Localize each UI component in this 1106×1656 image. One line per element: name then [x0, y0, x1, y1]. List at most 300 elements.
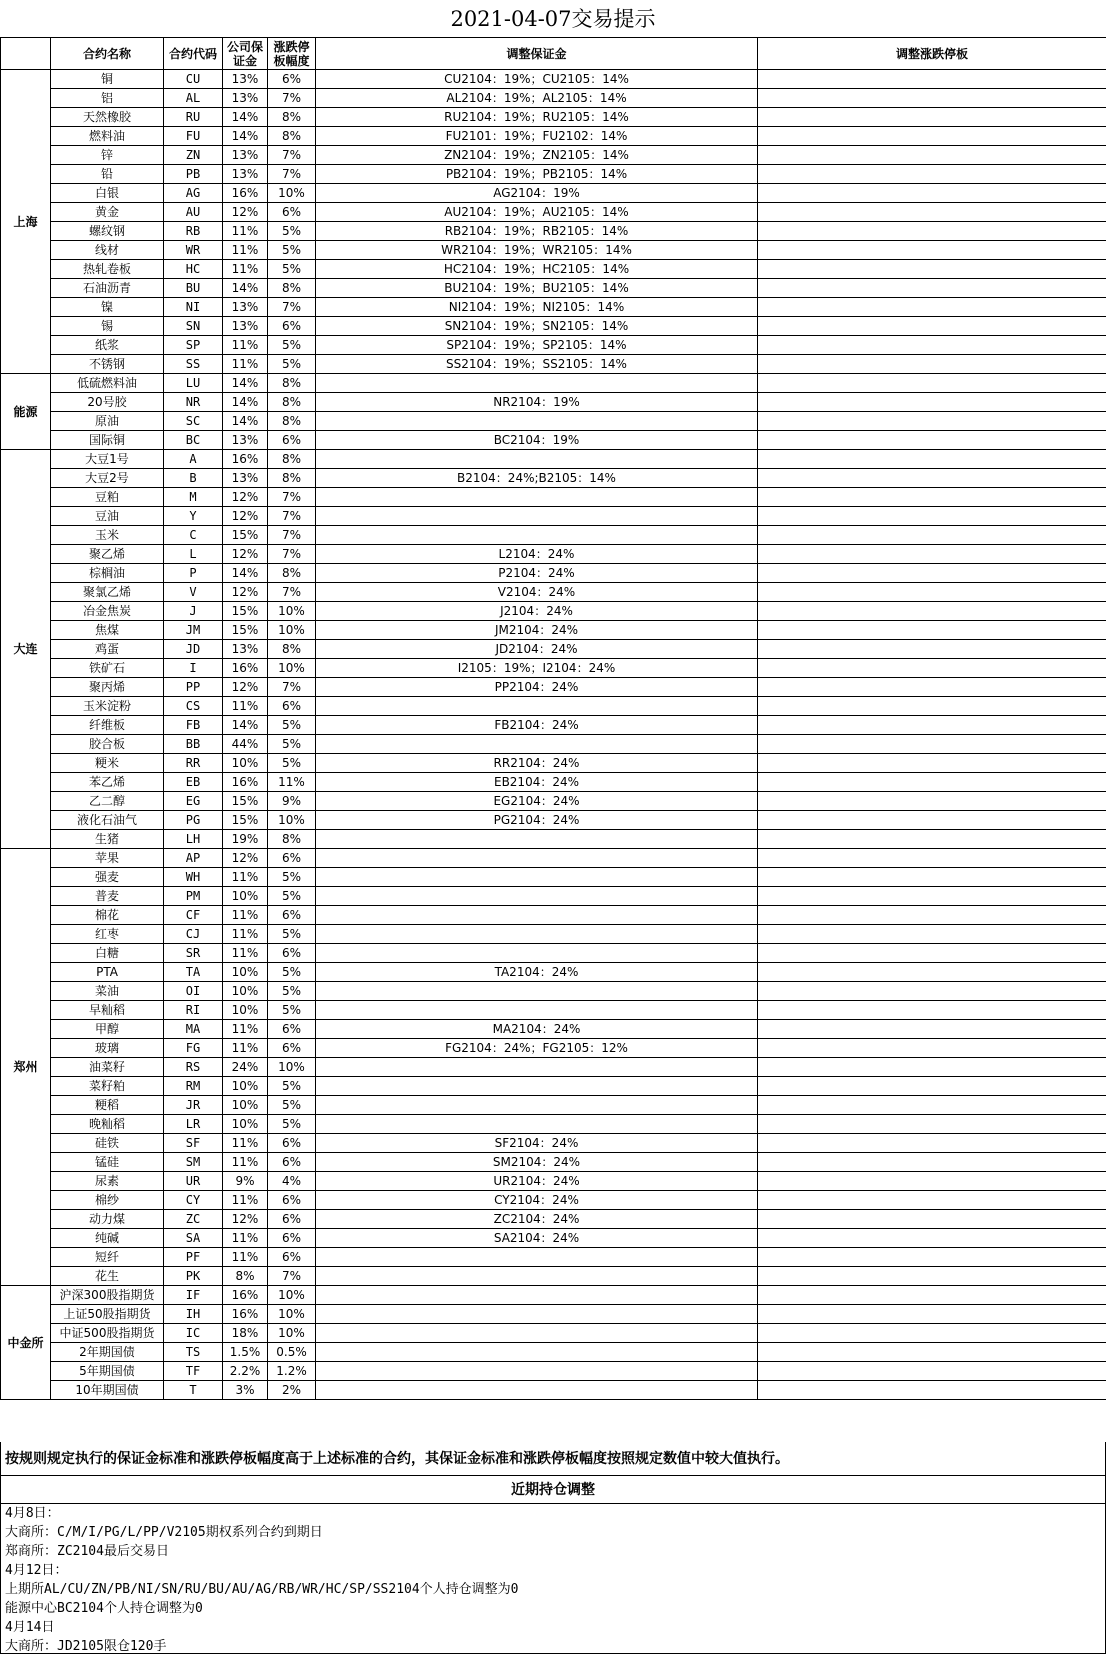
- table-row: [1, 374, 1106, 393]
- adjust-limit-cell: [758, 488, 1106, 507]
- margin-cell: 13%: [223, 317, 268, 336]
- margin-cell: 13%: [223, 146, 268, 165]
- contract-code-cell: SS: [164, 355, 223, 374]
- table-row: [1, 1248, 1106, 1267]
- contract-code-cell: LU: [164, 374, 223, 393]
- contract-name-cell: 石油沥青: [51, 279, 164, 298]
- adjust-limit-cell: [758, 545, 1106, 564]
- margin-cell: 14%: [223, 716, 268, 735]
- contract-name-cell: 菜籽粕: [51, 1077, 164, 1096]
- adjust-limit-cell: [758, 1172, 1106, 1191]
- limit-cell: 7%: [268, 507, 316, 526]
- adjust-limit-cell: [758, 1134, 1106, 1153]
- adjust-margin-cell: [316, 1248, 758, 1267]
- table-row: [1, 146, 1106, 165]
- contract-name-cell: 短纤: [51, 1248, 164, 1267]
- adjust-margin-cell: L2104：24%: [316, 545, 758, 564]
- adjust-margin-cell: [316, 1324, 758, 1343]
- limit-cell: 5%: [268, 887, 316, 906]
- adjust-limit-cell: [758, 1267, 1106, 1286]
- adjust-limit-cell: [758, 1096, 1106, 1115]
- limit-cell: 8%: [268, 279, 316, 298]
- margin-cell: 10%: [223, 1001, 268, 1020]
- contract-code-cell: JD: [164, 640, 223, 659]
- margin-cell: 13%: [223, 298, 268, 317]
- contract-name-cell: 原油: [51, 412, 164, 431]
- limit-cell: 5%: [268, 868, 316, 887]
- adjust-margin-cell: [316, 374, 758, 393]
- adjust-margin-cell: [316, 1001, 758, 1020]
- margin-cell: 18%: [223, 1324, 268, 1343]
- adjust-margin-cell: RR2104：24%: [316, 754, 758, 773]
- adjust-margin-cell: [316, 868, 758, 887]
- table-row: [1, 1001, 1106, 1020]
- position-line: 能源中心BC2104个人持仓调整为0: [5, 1599, 1105, 1618]
- limit-cell: 7%: [268, 1267, 316, 1286]
- limit-cell: 7%: [268, 488, 316, 507]
- margin-cell: 24%: [223, 1058, 268, 1077]
- limit-cell: 7%: [268, 89, 316, 108]
- table-row: [1, 811, 1106, 830]
- contract-name-cell: 铜: [51, 70, 164, 89]
- adjust-margin-cell: [316, 1362, 758, 1381]
- table-row: [1, 165, 1106, 184]
- margin-cell: 11%: [223, 1039, 268, 1058]
- adjust-limit-cell: [758, 1248, 1106, 1267]
- header-limit: 涨跌停板幅度: [268, 38, 316, 70]
- contract-code-cell: CJ: [164, 925, 223, 944]
- contract-code-cell: I: [164, 659, 223, 678]
- adjust-limit-cell: [758, 1381, 1106, 1400]
- contract-name-cell: 鸡蛋: [51, 640, 164, 659]
- limit-cell: 6%: [268, 1020, 316, 1039]
- adjust-limit-cell: [758, 1362, 1106, 1381]
- contract-code-cell: HC: [164, 260, 223, 279]
- limit-cell: 5%: [268, 241, 316, 260]
- margin-cell: 11%: [223, 355, 268, 374]
- limit-cell: 7%: [268, 678, 316, 697]
- contract-code-cell: UR: [164, 1172, 223, 1191]
- limit-cell: 6%: [268, 1229, 316, 1248]
- contract-name-cell: 玉米淀粉: [51, 697, 164, 716]
- contract-code-cell: WR: [164, 241, 223, 260]
- table-row: [1, 1039, 1106, 1058]
- adjust-limit-cell: [758, 393, 1106, 412]
- margin-cell: 9%: [223, 1172, 268, 1191]
- limit-cell: 5%: [268, 754, 316, 773]
- trading-table: [0, 37, 1106, 1400]
- contract-name-cell: 不锈钢: [51, 355, 164, 374]
- contract-name-cell: 棉纱: [51, 1191, 164, 1210]
- adjust-limit-cell: [758, 165, 1106, 184]
- table-row: [1, 754, 1106, 773]
- contract-name-cell: 锌: [51, 146, 164, 165]
- contract-code-cell: SM: [164, 1153, 223, 1172]
- limit-cell: 7%: [268, 146, 316, 165]
- table-row: [1, 279, 1106, 298]
- contract-name-cell: 玉米: [51, 526, 164, 545]
- adjust-limit-cell: [758, 1229, 1106, 1248]
- table-row: [1, 963, 1106, 982]
- table-row: [1, 336, 1106, 355]
- limit-cell: 8%: [268, 393, 316, 412]
- adjust-margin-cell: SM2104：24%: [316, 1153, 758, 1172]
- table-row: [1, 222, 1106, 241]
- margin-cell: 11%: [223, 1229, 268, 1248]
- contract-code-cell: BC: [164, 431, 223, 450]
- adjust-margin-cell: [316, 1115, 758, 1134]
- table-row: [1, 944, 1106, 963]
- margin-cell: 13%: [223, 469, 268, 488]
- contract-name-cell: 镍: [51, 298, 164, 317]
- contract-code-cell: OI: [164, 982, 223, 1001]
- adjust-limit-cell: [758, 431, 1106, 450]
- contract-name-cell: 动力煤: [51, 1210, 164, 1229]
- position-line: 4月12日：: [5, 1561, 1105, 1580]
- contract-name-cell: 纯碱: [51, 1229, 164, 1248]
- table-row: [1, 89, 1106, 108]
- adjust-limit-cell: [758, 1153, 1106, 1172]
- adjust-limit-cell: [758, 203, 1106, 222]
- contract-code-cell: FG: [164, 1039, 223, 1058]
- limit-cell: 7%: [268, 298, 316, 317]
- margin-cell: 11%: [223, 1134, 268, 1153]
- limit-cell: 6%: [268, 1039, 316, 1058]
- contract-code-cell: PK: [164, 1267, 223, 1286]
- table-row: [1, 773, 1106, 792]
- table-row: [1, 1381, 1106, 1400]
- adjust-margin-cell: [316, 1096, 758, 1115]
- adjust-limit-cell: [758, 469, 1106, 488]
- header-name: 合约名称: [51, 38, 164, 70]
- table-row: [1, 1077, 1106, 1096]
- contract-name-cell: 液化石油气: [51, 811, 164, 830]
- adjust-limit-cell: [758, 1077, 1106, 1096]
- margin-cell: 16%: [223, 184, 268, 203]
- table-row: [1, 108, 1106, 127]
- margin-cell: 12%: [223, 849, 268, 868]
- header-adjust-margin: 调整保证金: [316, 38, 758, 70]
- margin-cell: 14%: [223, 412, 268, 431]
- contract-code-cell: SR: [164, 944, 223, 963]
- table-row: [1, 127, 1106, 146]
- margin-cell: 10%: [223, 887, 268, 906]
- adjust-margin-cell: HC2104：19%；HC2105：14%: [316, 260, 758, 279]
- margin-cell: 13%: [223, 70, 268, 89]
- adjust-limit-cell: [758, 317, 1106, 336]
- adjust-limit-cell: [758, 355, 1106, 374]
- contract-code-cell: Y: [164, 507, 223, 526]
- limit-cell: 8%: [268, 108, 316, 127]
- contract-name-cell: 热轧卷板: [51, 260, 164, 279]
- adjust-limit-cell: [758, 773, 1106, 792]
- table-row: [1, 203, 1106, 222]
- contract-name-cell: 上证50股指期货: [51, 1305, 164, 1324]
- contract-name-cell: 铁矿石: [51, 659, 164, 678]
- limit-cell: 10%: [268, 811, 316, 830]
- limit-cell: 8%: [268, 640, 316, 659]
- contract-name-cell: 2年期国债: [51, 1343, 164, 1362]
- position-line: 大商所：JD2105限仓120手: [5, 1637, 1105, 1656]
- contract-code-cell: TA: [164, 963, 223, 982]
- table-row: [1, 1343, 1106, 1362]
- table-row: [1, 906, 1106, 925]
- adjust-limit-cell: [758, 1001, 1106, 1020]
- limit-cell: 8%: [268, 374, 316, 393]
- limit-cell: 7%: [268, 165, 316, 184]
- margin-cell: 16%: [223, 1305, 268, 1324]
- adjust-limit-cell: [758, 564, 1106, 583]
- header-margin: 公司保证金: [223, 38, 268, 70]
- adjust-margin-cell: [316, 735, 758, 754]
- contract-code-cell: SP: [164, 336, 223, 355]
- contract-name-cell: 晚籼稻: [51, 1115, 164, 1134]
- adjust-limit-cell: [758, 697, 1106, 716]
- table-row: [1, 1324, 1106, 1343]
- adjust-margin-cell: [316, 982, 758, 1001]
- table-row: [1, 507, 1106, 526]
- table-row: [1, 735, 1106, 754]
- header-exchange: [1, 38, 51, 70]
- adjust-limit-cell: [758, 1115, 1106, 1134]
- adjust-margin-cell: UR2104：24%: [316, 1172, 758, 1191]
- table-row: [1, 469, 1106, 488]
- table-row: [1, 184, 1106, 203]
- limit-cell: 5%: [268, 336, 316, 355]
- contract-code-cell: M: [164, 488, 223, 507]
- contract-name-cell: 10年期国债: [51, 1381, 164, 1400]
- contract-name-cell: 生猪: [51, 830, 164, 849]
- table-row: [1, 621, 1106, 640]
- margin-cell: 11%: [223, 868, 268, 887]
- contract-code-cell: JM: [164, 621, 223, 640]
- contract-name-cell: 白糖: [51, 944, 164, 963]
- adjust-limit-cell: [758, 1286, 1106, 1305]
- contract-code-cell: IF: [164, 1286, 223, 1305]
- contract-code-cell: TS: [164, 1343, 223, 1362]
- limit-cell: 6%: [268, 203, 316, 222]
- contract-code-cell: PG: [164, 811, 223, 830]
- limit-cell: 5%: [268, 222, 316, 241]
- limit-cell: 10%: [268, 184, 316, 203]
- limit-cell: 5%: [268, 1001, 316, 1020]
- limit-cell: 8%: [268, 127, 316, 146]
- adjust-margin-cell: PB2104：19%；PB2105：14%: [316, 165, 758, 184]
- contract-code-cell: NI: [164, 298, 223, 317]
- table-row: [1, 640, 1106, 659]
- contract-name-cell: 锰硅: [51, 1153, 164, 1172]
- contract-code-cell: PF: [164, 1248, 223, 1267]
- contract-name-cell: 沪深300股指期货: [51, 1286, 164, 1305]
- contract-name-cell: 聚乙烯: [51, 545, 164, 564]
- adjust-margin-cell: [316, 887, 758, 906]
- limit-cell: 9%: [268, 792, 316, 811]
- contract-name-cell: 红枣: [51, 925, 164, 944]
- contract-code-cell: AG: [164, 184, 223, 203]
- contract-name-cell: 油菜籽: [51, 1058, 164, 1077]
- adjust-margin-cell: RB2104：19%；RB2105：14%: [316, 222, 758, 241]
- margin-cell: 16%: [223, 773, 268, 792]
- margin-cell: 2.2%: [223, 1362, 268, 1381]
- adjust-margin-cell: AU2104：19%；AU2105：14%: [316, 203, 758, 222]
- contract-code-cell: RR: [164, 754, 223, 773]
- contract-code-cell: JR: [164, 1096, 223, 1115]
- table-row: [1, 1305, 1106, 1324]
- contract-name-cell: 焦煤: [51, 621, 164, 640]
- contract-name-cell: 早籼稻: [51, 1001, 164, 1020]
- table-row: [1, 412, 1106, 431]
- contract-code-cell: CF: [164, 906, 223, 925]
- table-row: [1, 697, 1106, 716]
- limit-cell: 5%: [268, 716, 316, 735]
- adjust-margin-cell: [316, 906, 758, 925]
- adjust-margin-cell: ZC2104：24%: [316, 1210, 758, 1229]
- limit-cell: 5%: [268, 260, 316, 279]
- table-row: [1, 317, 1106, 336]
- margin-cell: 10%: [223, 1096, 268, 1115]
- table-row: [1, 868, 1106, 887]
- adjust-limit-cell: [758, 89, 1106, 108]
- adjust-limit-cell: [758, 184, 1106, 203]
- adjust-margin-cell: AL2104：19%；AL2105：14%: [316, 89, 758, 108]
- contract-name-cell: 冶金焦炭: [51, 602, 164, 621]
- table-row: [1, 431, 1106, 450]
- adjust-margin-cell: BC2104：19%: [316, 431, 758, 450]
- table-row: [1, 298, 1106, 317]
- margin-cell: 11%: [223, 1248, 268, 1267]
- contract-name-cell: 纤维板: [51, 716, 164, 735]
- adjust-margin-cell: SA2104：24%: [316, 1229, 758, 1248]
- contract-code-cell: LH: [164, 830, 223, 849]
- contract-code-cell: NR: [164, 393, 223, 412]
- contract-name-cell: 粳稻: [51, 1096, 164, 1115]
- table-row: [1, 526, 1106, 545]
- contract-code-cell: SA: [164, 1229, 223, 1248]
- adjust-margin-cell: PG2104：24%: [316, 811, 758, 830]
- limit-cell: 8%: [268, 412, 316, 431]
- adjust-limit-cell: [758, 1058, 1106, 1077]
- limit-cell: 6%: [268, 1153, 316, 1172]
- contract-name-cell: 天然橡胶: [51, 108, 164, 127]
- header-row: [1, 38, 1106, 70]
- contract-name-cell: PTA: [51, 963, 164, 982]
- adjust-limit-cell: [758, 659, 1106, 678]
- contract-code-cell: EB: [164, 773, 223, 792]
- adjust-limit-cell: [758, 374, 1106, 393]
- adjust-limit-cell: [758, 1191, 1106, 1210]
- margin-cell: 19%: [223, 830, 268, 849]
- limit-cell: 8%: [268, 469, 316, 488]
- margin-cell: 11%: [223, 906, 268, 925]
- limit-cell: 10%: [268, 1305, 316, 1324]
- margin-cell: 12%: [223, 203, 268, 222]
- contract-code-cell: WH: [164, 868, 223, 887]
- contract-code-cell: SN: [164, 317, 223, 336]
- contract-name-cell: 5年期国债: [51, 1362, 164, 1381]
- limit-cell: 5%: [268, 982, 316, 1001]
- limit-cell: 5%: [268, 925, 316, 944]
- adjust-limit-cell: [758, 507, 1106, 526]
- contract-name-cell: 铅: [51, 165, 164, 184]
- adjust-margin-cell: NR2104：19%: [316, 393, 758, 412]
- adjust-limit-cell: [758, 1343, 1106, 1362]
- contract-name-cell: 国际铜: [51, 431, 164, 450]
- limit-cell: 10%: [268, 659, 316, 678]
- header-adjust-limit: 调整涨跌停板: [758, 38, 1106, 70]
- contract-name-cell: 聚氯乙烯: [51, 583, 164, 602]
- margin-cell: 11%: [223, 222, 268, 241]
- contract-name-cell: 胶合板: [51, 735, 164, 754]
- adjust-margin-cell: SS2104：19%；SS2105：14%: [316, 355, 758, 374]
- margin-cell: 13%: [223, 89, 268, 108]
- adjust-margin-cell: V2104：24%: [316, 583, 758, 602]
- margin-cell: 11%: [223, 697, 268, 716]
- margin-cell: 1.5%: [223, 1343, 268, 1362]
- limit-cell: 7%: [268, 583, 316, 602]
- limit-cell: 8%: [268, 564, 316, 583]
- contract-code-cell: EG: [164, 792, 223, 811]
- contract-code-cell: J: [164, 602, 223, 621]
- table-row: [1, 602, 1106, 621]
- margin-cell: 12%: [223, 488, 268, 507]
- adjust-margin-cell: [316, 925, 758, 944]
- limit-cell: 6%: [268, 697, 316, 716]
- table-row: [1, 1096, 1106, 1115]
- adjust-margin-cell: BU2104：19%；BU2105：14%: [316, 279, 758, 298]
- adjust-limit-cell: [758, 754, 1106, 773]
- table-row: [1, 1172, 1106, 1191]
- limit-cell: 5%: [268, 963, 316, 982]
- margin-cell: 16%: [223, 1286, 268, 1305]
- table-row: [1, 355, 1106, 374]
- adjust-limit-cell: [758, 906, 1106, 925]
- table-row: [1, 260, 1106, 279]
- margin-cell: 14%: [223, 279, 268, 298]
- table-row: [1, 545, 1106, 564]
- margin-cell: 11%: [223, 336, 268, 355]
- limit-cell: 6%: [268, 317, 316, 336]
- contract-name-cell: 线材: [51, 241, 164, 260]
- margin-cell: 11%: [223, 1020, 268, 1039]
- exchange-cell: 能源: [1, 374, 51, 450]
- table-row: [1, 241, 1106, 260]
- contract-code-cell: ZN: [164, 146, 223, 165]
- contract-name-cell: 苹果: [51, 849, 164, 868]
- margin-cell: 16%: [223, 659, 268, 678]
- contract-code-cell: C: [164, 526, 223, 545]
- contract-code-cell: TF: [164, 1362, 223, 1381]
- adjust-limit-cell: [758, 849, 1106, 868]
- adjust-margin-cell: EB2104：24%: [316, 773, 758, 792]
- contract-name-cell: 黄金: [51, 203, 164, 222]
- adjust-margin-cell: CY2104：24%: [316, 1191, 758, 1210]
- adjust-margin-cell: [316, 1267, 758, 1286]
- margin-cell: 8%: [223, 1267, 268, 1286]
- adjust-margin-cell: JD2104：24%: [316, 640, 758, 659]
- adjust-margin-cell: [316, 1343, 758, 1362]
- adjust-margin-cell: SF2104：24%: [316, 1134, 758, 1153]
- margin-cell: 16%: [223, 450, 268, 469]
- adjust-margin-cell: MA2104：24%: [316, 1020, 758, 1039]
- limit-cell: 6%: [268, 1210, 316, 1229]
- adjust-limit-cell: [758, 127, 1106, 146]
- limit-cell: 5%: [268, 355, 316, 374]
- contract-name-cell: 聚丙烯: [51, 678, 164, 697]
- margin-cell: 11%: [223, 1153, 268, 1172]
- margin-cell: 12%: [223, 545, 268, 564]
- contract-name-cell: 甲醇: [51, 1020, 164, 1039]
- contract-name-cell: 花生: [51, 1267, 164, 1286]
